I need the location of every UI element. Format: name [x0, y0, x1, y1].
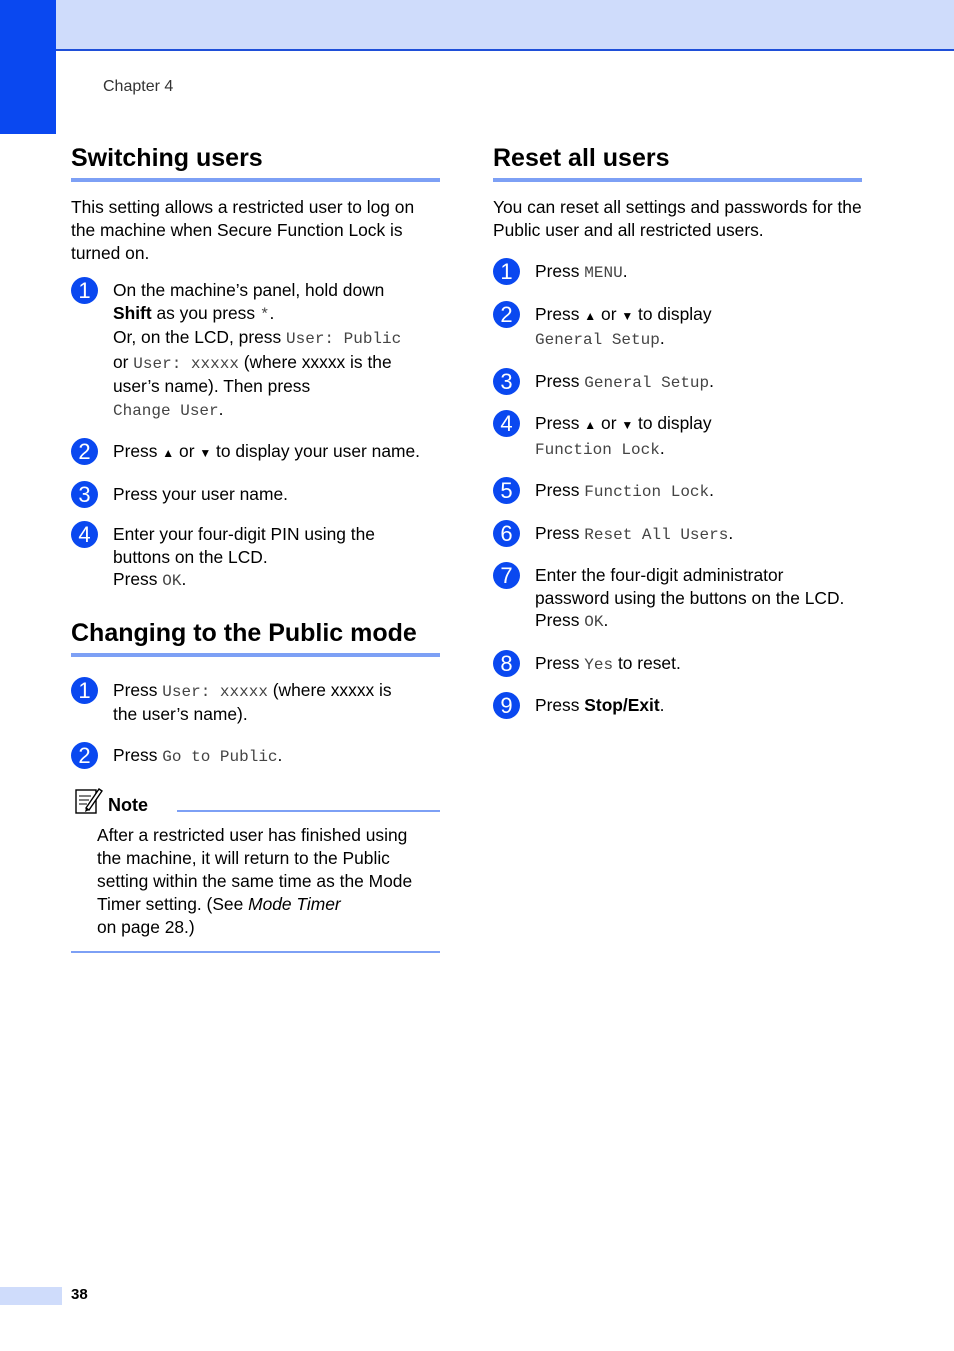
reset-step-1: [493, 260, 862, 285]
lcd-option: General Setup: [535, 331, 660, 349]
lcd-option: Change User: [113, 401, 219, 420]
step-text: .: [603, 610, 609, 630]
shift-key-label: Shift: [113, 302, 152, 323]
step-text: [113, 398, 440, 423]
reset-step-8: [493, 652, 862, 677]
section-title-reset-all-users: Reset all users: [493, 140, 862, 182]
step-text: to reset.: [613, 652, 681, 673]
step-text: Press: [535, 261, 585, 281]
step-text: password using the buttons on the LCD.: [535, 587, 845, 608]
switching-step-1: [71, 279, 440, 422]
lcd-option: OK: [162, 572, 182, 590]
step-text: as you press: [151, 302, 260, 323]
note-pencil-icon: [74, 786, 104, 821]
public-step-2: [71, 744, 440, 769]
up-arrow-icon: ▲: [584, 418, 597, 432]
step-text: On the machine’s panel, hold down: [113, 280, 385, 300]
step-text: .: [659, 328, 665, 348]
public-step-1: [71, 679, 440, 726]
down-arrow-icon: ▼: [621, 418, 634, 432]
switching-steps: [71, 279, 440, 593]
step-text: Press: [113, 744, 163, 765]
step-text: .: [659, 437, 665, 458]
step-text: [113, 744, 440, 769]
step-text: Press: [113, 679, 163, 700]
note-line-text: on page 28.): [97, 917, 195, 937]
step-text: to display: [633, 413, 712, 433]
up-arrow-icon: ▲: [584, 308, 597, 323]
step-text: to display: [633, 303, 712, 324]
step-text: Press: [535, 370, 585, 391]
reset-intro: You can reset all settings and passwords for the Public user and all restricted users.: [493, 197, 862, 240]
lcd-option: Yes: [584, 655, 614, 674]
reset-step-2: [493, 303, 862, 352]
step-text: Press: [535, 413, 585, 433]
note-line-text: Timer setting. (See: [97, 894, 249, 914]
step-text: [113, 679, 440, 704]
step-text: [113, 326, 440, 351]
step-text: Press: [535, 303, 585, 324]
note-line-text: the machine, it will return to the Public: [97, 848, 390, 868]
lcd-option: Reset All Users: [584, 525, 729, 544]
step-text: or: [113, 351, 134, 372]
chapter-tab: [0, 0, 56, 134]
up-arrow-icon: ▲: [162, 446, 175, 460]
step-text: [113, 568, 440, 593]
step-text: [535, 522, 862, 547]
step-number-badge: 5: [493, 477, 520, 504]
lcd-option: MENU: [584, 264, 623, 282]
step-number-badge: 4: [71, 521, 98, 548]
cross-reference: Mode Timer: [248, 894, 341, 914]
footer-band: [0, 1287, 62, 1305]
stop-exit-key-label: Stop/Exit: [584, 695, 660, 715]
right-column: [493, 140, 862, 717]
step-number-badge: 1: [71, 277, 98, 304]
step-number-badge: 2: [493, 301, 520, 328]
public-steps: [71, 679, 440, 769]
reset-step-4: [493, 412, 862, 461]
step-text: Press: [535, 522, 585, 543]
step-text: [535, 260, 862, 285]
step-number-badge: 4: [493, 410, 520, 437]
step-text: [535, 652, 862, 677]
note-label: Note: [108, 795, 148, 815]
reset-step-9: [493, 694, 862, 717]
left-column: [71, 140, 440, 953]
step-number-badge: 9: [493, 692, 520, 719]
step-number-badge: 1: [71, 677, 98, 704]
step-number-badge: 2: [71, 438, 98, 465]
step-text: Press your user name.: [113, 483, 288, 504]
lcd-option: Function Lock: [584, 483, 710, 501]
step-text: [535, 609, 862, 634]
step-text: (where xxxxx is: [267, 679, 392, 700]
step-text: .: [269, 302, 275, 323]
step-text: [113, 302, 440, 327]
lcd-option: User: xxxxx: [133, 354, 239, 373]
lcd-option: OK: [584, 613, 604, 631]
switching-step-2: [71, 440, 440, 465]
down-arrow-icon: ▼: [199, 446, 212, 460]
step-text: or: [596, 413, 622, 433]
step-text: Press: [113, 441, 163, 461]
note-header: [71, 790, 440, 818]
step-text: Press: [535, 652, 585, 673]
note-bottom-rule: [71, 951, 440, 953]
lcd-option: User: xxxxx: [162, 682, 268, 701]
step-text: (where xxxxx is the: [238, 351, 392, 372]
step-text: Or, on the LCD, press: [113, 327, 287, 347]
step-text: [535, 370, 862, 395]
step-text: user’s name). Then press: [113, 376, 311, 396]
lcd-option: General Setup: [584, 373, 710, 392]
reset-steps: [493, 260, 862, 717]
switching-step-4: [71, 523, 440, 593]
step-text: .: [622, 261, 628, 281]
step-text: .: [181, 569, 187, 589]
step-number-badge: 1: [493, 258, 520, 285]
step-text: or: [174, 441, 200, 461]
lcd-option: Function Lock: [535, 440, 660, 459]
step-text: or: [596, 303, 622, 324]
step-number-badge: 6: [493, 520, 520, 547]
lcd-option: User: Public: [286, 330, 402, 348]
header-band: [0, 0, 954, 51]
step-text: Press: [113, 569, 163, 589]
note-line-text: [97, 893, 440, 916]
step-number-badge: 2: [71, 742, 98, 769]
note-line-text: setting within the same time as the Mode: [97, 871, 413, 891]
note-text: [97, 824, 440, 939]
switching-intro: This setting allows a restricted user to log on the machine when Secure Function Lock is turned on.: [71, 197, 415, 263]
switching-step-3: [71, 483, 440, 506]
down-arrow-icon: ▼: [621, 308, 634, 323]
step-text: [113, 351, 440, 376]
lcd-option: Go to Public: [162, 747, 278, 766]
step-text: [113, 440, 440, 465]
step-text: .: [709, 370, 714, 391]
step-number-badge: 3: [493, 368, 520, 395]
step-text: Press: [535, 695, 585, 715]
note-box: [71, 790, 440, 953]
step-text: the user’s name).: [113, 704, 248, 724]
asterisk-key: *: [259, 305, 270, 324]
step-text: Press: [535, 610, 585, 630]
step-text: .: [709, 480, 714, 500]
chapter-label: Chapter 4: [103, 78, 174, 95]
step-text: [535, 479, 862, 504]
section-title-public-mode: Changing to the Public mode: [71, 615, 440, 657]
reset-step-3: [493, 370, 862, 395]
note-divider: [177, 810, 440, 812]
step-number-badge: 8: [493, 650, 520, 677]
step-text: Enter your four-digit PIN using the: [113, 524, 375, 544]
step-text: .: [218, 398, 224, 419]
note-line-text: After a restricted user has finished using: [97, 825, 408, 845]
reset-step-5: [493, 479, 862, 504]
step-text: .: [728, 522, 734, 543]
step-text: to display your user name.: [211, 441, 421, 461]
step-text: [535, 412, 862, 437]
step-text: Enter the four-digit administrator: [535, 565, 784, 585]
reset-step-7: [493, 564, 862, 634]
step-text: [535, 437, 862, 462]
step-text: .: [277, 744, 283, 765]
reset-step-6: [493, 522, 862, 547]
step-number-badge: 3: [71, 481, 98, 508]
step-number-badge: 7: [493, 562, 520, 589]
step-text: [535, 327, 862, 352]
step-text: Press: [535, 480, 585, 500]
page-number: 38: [71, 1286, 88, 1303]
section-title-switching-users: Switching users: [71, 140, 440, 182]
step-text: .: [659, 695, 665, 715]
step-text: buttons on the LCD.: [113, 546, 268, 567]
step-text: [535, 694, 862, 717]
step-text: [535, 303, 862, 328]
